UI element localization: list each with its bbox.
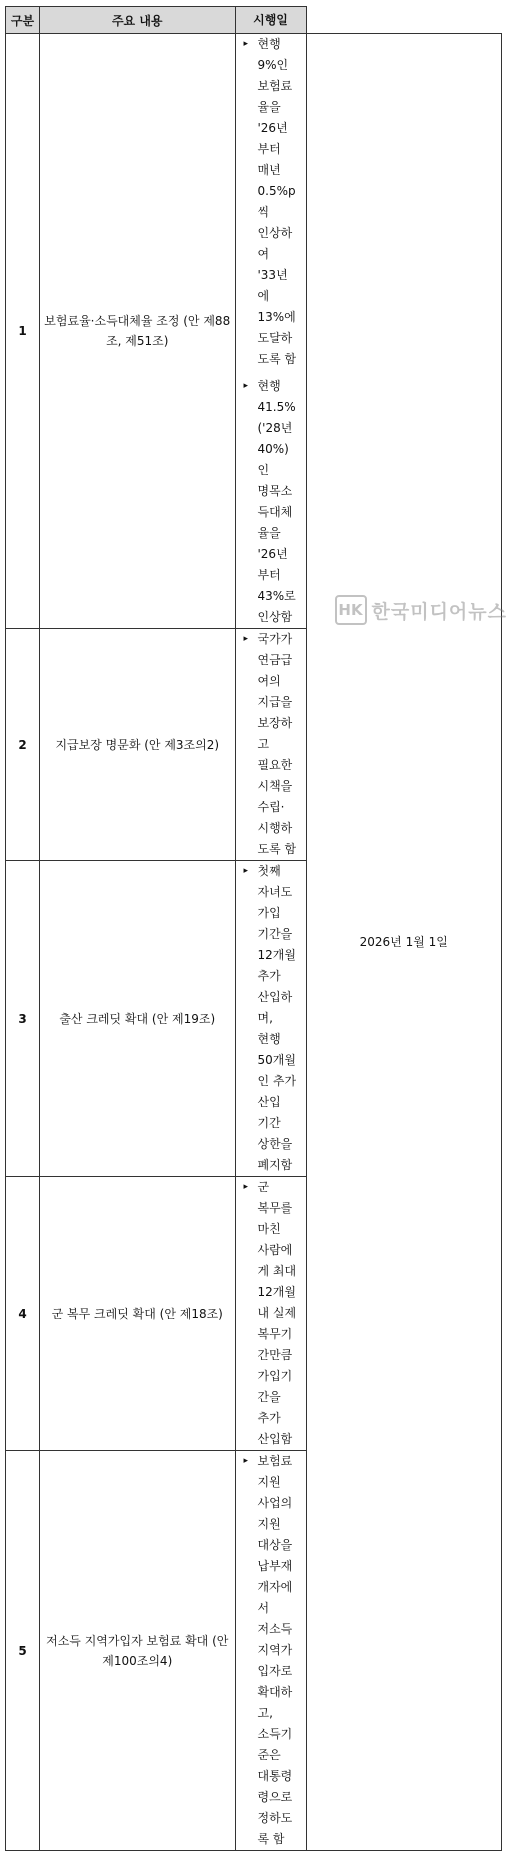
list-item <box>244 1177 298 1450</box>
row-item: 군 복무 크레딧 확대 (안 제18조) <box>40 1177 236 1451</box>
bullet-icon: ▸ <box>243 866 249 876</box>
bullet-icon: ▸ <box>243 1456 249 1466</box>
row-item: 출산 크레딧 확대 (안 제19조) <box>40 861 236 1177</box>
bullet-text: 현행 41.5%('28년 40%)인 명목소득대체율을 '26년부터 43%로 인상함 <box>257 379 296 624</box>
bullet-list <box>244 629 298 860</box>
row-content <box>235 34 306 629</box>
bullet-list <box>244 1451 298 1850</box>
row-number: 1 <box>6 34 40 629</box>
effective-date: 2026년 1월 1일 <box>306 34 502 1851</box>
content-table <box>5 6 502 1851</box>
table-header-row <box>6 7 502 34</box>
row-content <box>235 1177 306 1451</box>
list-item <box>244 34 298 370</box>
row-number: 2 <box>6 629 40 861</box>
header-no: 구분 <box>6 7 40 34</box>
row-content <box>235 861 306 1177</box>
row-number: 5 <box>6 1451 40 1851</box>
row-content <box>235 629 306 861</box>
bullet-list <box>244 861 298 1176</box>
header-date: 시행일 <box>235 7 306 34</box>
bullet-icon: ▸ <box>243 381 249 391</box>
row-number: 3 <box>6 861 40 1177</box>
table-row <box>6 34 502 629</box>
list-item <box>244 629 298 860</box>
bullet-text: 국가가 연금급여의 지급을 보장하고 필요한 시책을 수립·시행하도록 함 <box>257 632 297 856</box>
watermark-logo-icon: HK <box>335 595 367 625</box>
row-number: 4 <box>6 1177 40 1451</box>
bullet-text: 보험료 지원 사업의 지원 대상을 납부재개자에서 저소득 지역가입자로 확대하고, 소득기준은 대통령령으로 정하도록 함 <box>257 1454 293 1846</box>
row-item: 지급보장 명문화 (안 제3조의2) <box>40 629 236 861</box>
bullet-icon: ▸ <box>243 39 249 49</box>
bullet-text: 군 복무를 마친 사람에게 최대 12개월 내 실제 복무기간만큼 가입기간을 추가 산입함 <box>257 1180 297 1446</box>
bullet-text: 첫째 자녀도 가입 기간을 12개월 추가 산입하며, 현행 50개월인 추가 산입 기간 상한을 폐지함 <box>257 864 297 1172</box>
list-item <box>244 861 298 1176</box>
list-item <box>244 1451 298 1850</box>
bullet-list <box>244 34 298 628</box>
row-content <box>235 1451 306 1851</box>
row-item: 보험료율·소득대체율 조정 (안 제88조, 제51조) <box>40 34 236 629</box>
bullet-icon: ▸ <box>243 1182 249 1192</box>
watermark-text: 한국미디어뉴스 <box>371 600 507 623</box>
row-item: 저소득 지역가입자 보험료 확대 (안제100조의4) <box>40 1451 236 1851</box>
header-content: 주요 내용 <box>40 7 236 34</box>
bullet-list <box>244 1177 298 1450</box>
bullet-icon: ▸ <box>243 634 249 644</box>
bullet-text: 현행 9%인 보험료율을 '26년부터 매년 0.5%p씩 인상하여 '33년에 13%에 도달하도록 함 <box>257 37 297 366</box>
list-item <box>244 376 298 628</box>
